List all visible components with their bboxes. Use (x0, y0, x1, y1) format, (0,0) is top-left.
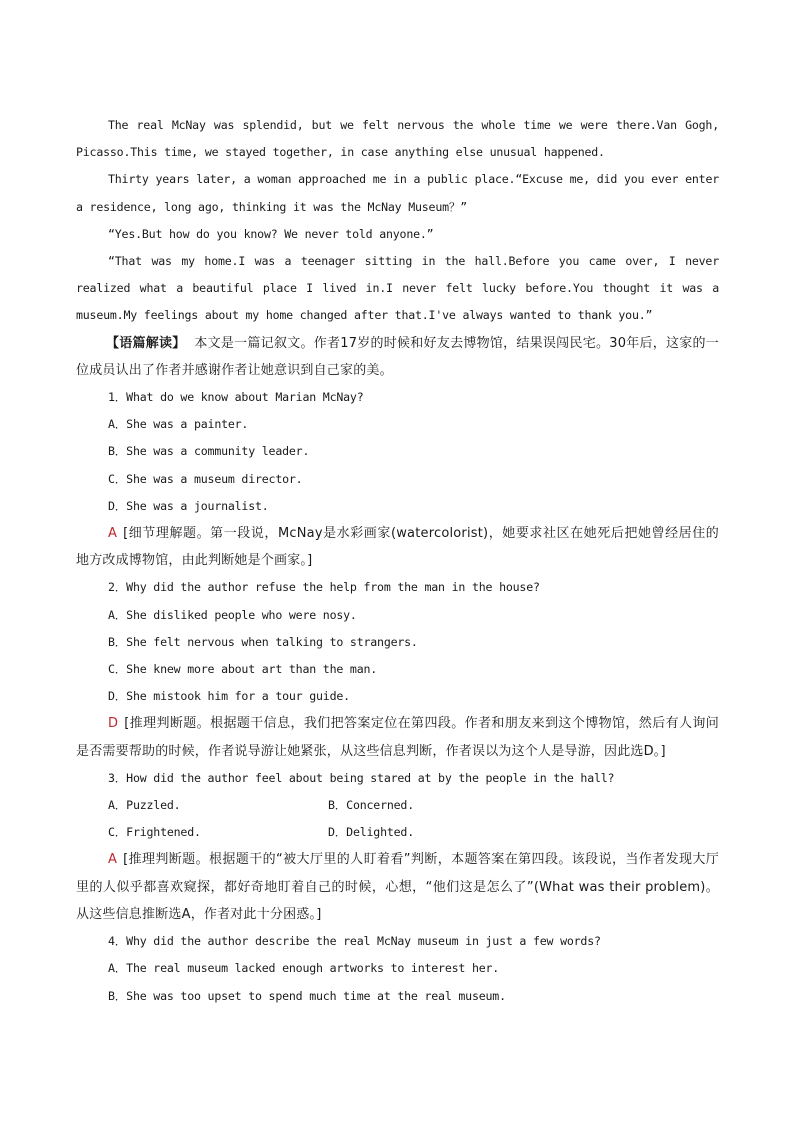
option: A．She was a painter. (108, 417, 249, 432)
option: C．She was a museum director. (108, 471, 303, 486)
option: A．The real museum lacked enough artworks to interest her. (108, 961, 500, 976)
document-page (76, 112, 719, 1010)
answer-letter: A (108, 852, 118, 868)
answer-explanation (76, 710, 719, 764)
option: A．Puzzled. (108, 798, 181, 813)
discourse-analysis (76, 330, 719, 384)
option: A．She disliked people who were nosy. (108, 607, 357, 622)
option: B．Concerned. (328, 798, 414, 813)
option: D．She mistook him for a tour guide. (108, 689, 350, 704)
analysis-label: 【语篇解读】 (106, 335, 186, 351)
option-row (76, 792, 719, 819)
answer-explanation (76, 846, 719, 928)
question-stem: 3．How did the author feel about being stared at by the people in the hall? (108, 770, 615, 785)
passage-paragraph: “That was my home.I was a teenager sitting in the hall.Before you came over, I never realized what a beautiful place I lived in.I never felt lucky before.You thought it was a museum.My feelings about my home changed after that.I've always wanted to thank you.” (76, 254, 719, 323)
passage-paragraph: The real McNay was splendid, but we felt nervous the whole time we were there.Van Gogh, Picasso.This time, we stayed together, in case anything else unusual happened. (76, 118, 719, 160)
question-stem: 1．What do we know about Marian McNay? (108, 390, 364, 405)
option: B．She was too upset to spend much time at the real museum. (108, 988, 506, 1003)
option: B．She felt nervous when talking to strangers. (108, 634, 418, 649)
answer-letter: A (108, 526, 118, 542)
explanation-text: [细节理解题。第一段说，McNay是水彩画家(watercolorist)，她要求社区在她死后把她曾经居住的地方改成博物馆，由此判断她是个画家。] (76, 526, 719, 569)
option-row (76, 819, 719, 846)
option: D．Delighted. (328, 825, 414, 840)
passage-paragraph: “Yes.But how do you know? We never told anyone.” (108, 226, 434, 241)
question-stem: 4．Why did the author describe the real McNay museum in just a few words? (108, 934, 601, 949)
question-stem: 2．Why did the author refuse the help from the man in the house? (108, 580, 540, 595)
explanation-text: [推理判断题。根据题干信息，我们把答案定位在第四段。作者和朋友来到这个博物馆，然后有人询问是否需要帮助的时候，作者说导游让她紧张，从这些信息判断，作者误以为这个人是导游，因此选D。] (76, 716, 719, 759)
option: B．She was a community leader. (108, 444, 310, 459)
analysis-text: 本文是一篇记叙文。作者17岁的时候和好友去博物馆，结果误闯民宅。30年后，这家的一位成员认出了作者并感谢作者让她意识到自己家的美。 (76, 335, 719, 378)
answer-letter: D (108, 716, 119, 732)
answer-explanation (76, 520, 719, 574)
passage-paragraph: Thirty years later, a woman approached me in a public place.“Excuse me, did you ever enter a residence, long ago, thinking it was the McNay Museum？” (76, 172, 719, 214)
explanation-text: [推理判断题。根据题干的“被大厅里的人盯着看”判断，本题答案在第四段。该段说，当作者发现大厅里的人似乎都喜欢窥探，都好奇地盯着自己的时候，心想，“他们这是怎么了”(What was their problem)。从这些信息推断选A，作者对此十分困惑。] (76, 852, 719, 922)
option: D．She was a journalist. (108, 498, 269, 513)
option: C．She knew more about art than the man. (108, 662, 378, 677)
option: C．Frightened. (108, 825, 201, 840)
